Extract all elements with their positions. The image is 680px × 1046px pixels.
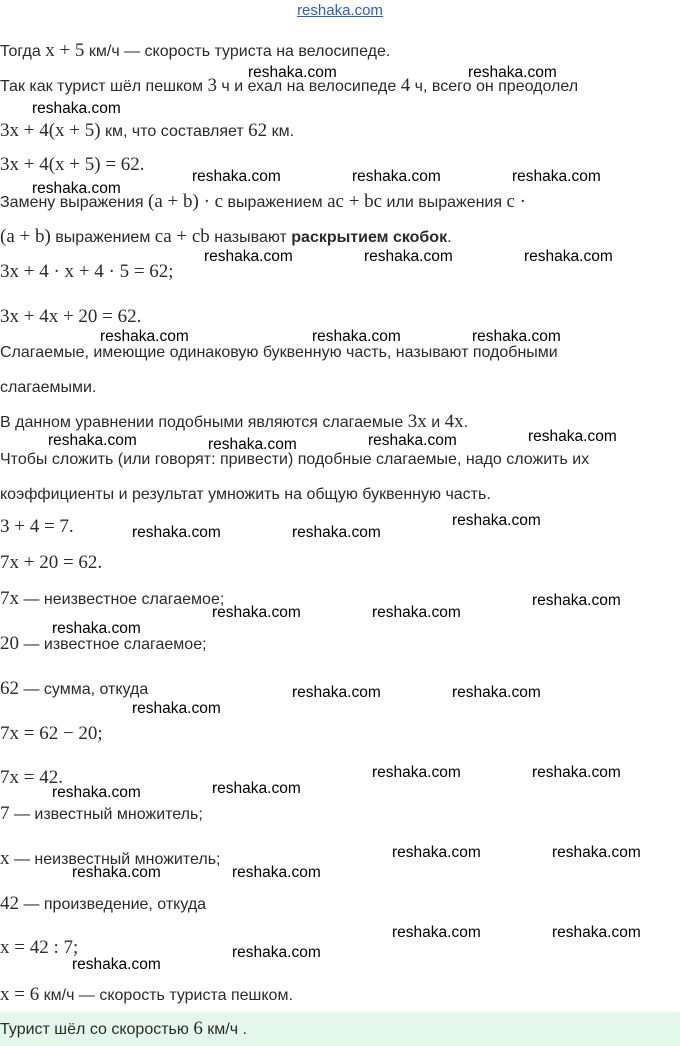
text-span: Слагаемые, имеющие одинаковую буквенную часть, называют подобными bbox=[0, 344, 558, 361]
bold-term: раскрытием скобок bbox=[291, 229, 448, 246]
text-span: км. bbox=[267, 123, 295, 140]
watermark-text: reshaka.com bbox=[248, 64, 337, 81]
site-header-link[interactable]: reshaka.com bbox=[297, 2, 383, 19]
text-span: Так как турист шёл пешком bbox=[0, 78, 208, 95]
text-span: км/ч . bbox=[202, 1021, 247, 1038]
solution-line bbox=[0, 553, 102, 574]
watermark-text: reshaka.com bbox=[72, 864, 161, 881]
watermark-text: reshaka.com bbox=[32, 100, 121, 117]
watermark-text: reshaka.com bbox=[472, 328, 561, 345]
text-span: коэффициенты и результат умножить на общую буквенную часть. bbox=[0, 486, 491, 503]
text-span: км/ч — скорость туриста на велосипеде. bbox=[84, 43, 391, 60]
watermark-text: reshaka.com bbox=[232, 944, 321, 961]
math-expression: c · bbox=[506, 191, 526, 212]
solution-line bbox=[0, 724, 103, 745]
watermark-text: reshaka.com bbox=[452, 684, 541, 701]
solution-line bbox=[0, 227, 452, 248]
watermark-text: reshaka.com bbox=[52, 784, 141, 801]
watermark-text: reshaka.com bbox=[72, 956, 161, 973]
watermark-text: reshaka.com bbox=[372, 764, 461, 781]
text-span: — известный множитель; bbox=[9, 806, 203, 823]
watermark-text: reshaka.com bbox=[524, 248, 613, 265]
text-span: . bbox=[447, 229, 452, 246]
math-expression: 4 bbox=[400, 75, 411, 96]
solution-line bbox=[0, 589, 224, 610]
watermark-text: reshaka.com bbox=[528, 428, 617, 445]
text-span: выражением bbox=[223, 194, 328, 211]
text-span: выражением bbox=[50, 229, 155, 246]
watermark-text: reshaka.com bbox=[292, 524, 381, 541]
answer-line bbox=[0, 1019, 247, 1040]
text-span: . bbox=[463, 414, 469, 431]
solution-line bbox=[0, 894, 206, 915]
math-expression: x = 42 : 7; bbox=[0, 937, 79, 958]
text-span: — неизвестный множитель; bbox=[9, 851, 221, 868]
watermark-text: reshaka.com bbox=[48, 432, 137, 449]
math-expression: 7x bbox=[0, 588, 19, 609]
watermark-text: reshaka.com bbox=[372, 604, 461, 621]
solution-line bbox=[0, 938, 78, 959]
math-expression: 6 bbox=[193, 1018, 203, 1039]
watermark-text: reshaka.com bbox=[292, 684, 381, 701]
text-span: или выражения bbox=[382, 194, 507, 211]
math-expression: 7x = 62 − 20; bbox=[0, 723, 103, 744]
watermark-text: reshaka.com bbox=[52, 620, 141, 637]
text-span: ч и ехал на велосипеде bbox=[216, 78, 401, 95]
math-expression: 3x + 4(x + 5) bbox=[0, 120, 101, 141]
solution-line bbox=[0, 679, 148, 700]
answer-box bbox=[0, 1012, 680, 1046]
solution-line bbox=[0, 307, 141, 328]
math-expression: (a + b) · c bbox=[148, 191, 224, 212]
math-expression: 7x + 20 = 62. bbox=[0, 552, 103, 573]
watermark-text: reshaka.com bbox=[392, 844, 481, 861]
math-expression: 3 + 4 = 7. bbox=[0, 516, 74, 537]
math-expression: 3x + 4 · x + 4 · 5 = 62; bbox=[0, 261, 174, 282]
watermark-text: reshaka.com bbox=[32, 180, 121, 197]
text-span: — известное слагаемое; bbox=[19, 636, 207, 653]
math-expression: ac + bc bbox=[327, 191, 383, 212]
math-expression: ca + cb bbox=[154, 226, 210, 247]
text-span: ч, всего он преодолел bbox=[410, 78, 579, 95]
watermark-text: reshaka.com bbox=[352, 168, 441, 185]
text-span: — неизвестное слагаемое; bbox=[19, 591, 225, 608]
math-expression: x bbox=[0, 848, 10, 869]
watermark-text: reshaka.com bbox=[232, 864, 321, 881]
watermark-text: reshaka.com bbox=[132, 700, 221, 717]
text-span: — произведение, откуда bbox=[19, 896, 207, 913]
solution-line bbox=[0, 155, 145, 176]
math-expression: 7x = 42. bbox=[0, 767, 63, 788]
text-span: Турист шёл со скоростью bbox=[0, 1021, 194, 1038]
watermark-text: reshaka.com bbox=[512, 168, 601, 185]
watermark-text: reshaka.com bbox=[192, 168, 281, 185]
text-span: называют bbox=[209, 229, 292, 246]
solution-line bbox=[0, 41, 390, 62]
math-expression: 7 bbox=[0, 803, 10, 824]
watermark-text: reshaka.com bbox=[100, 328, 189, 345]
text-span: Тогда bbox=[0, 43, 46, 60]
watermark-text: reshaka.com bbox=[204, 248, 293, 265]
watermark-text: reshaka.com bbox=[212, 604, 301, 621]
math-expression: 4x bbox=[444, 411, 464, 432]
solution-line bbox=[0, 262, 174, 283]
solution-line bbox=[0, 804, 203, 825]
watermark-text: reshaka.com bbox=[552, 924, 641, 941]
solution-line bbox=[0, 412, 468, 433]
text-span: В данном уравнении подобными являются слагаемые bbox=[0, 414, 408, 431]
watermark-text: reshaka.com bbox=[132, 524, 221, 541]
text-span: км/ч — скорость туриста пешком. bbox=[39, 987, 293, 1004]
math-expression: (a + b) bbox=[0, 226, 51, 247]
text-span: Чтобы сложить (или говорят: привести) подобные слагаемые, надо сложить их bbox=[0, 451, 590, 468]
text-span: слагаемыми. bbox=[0, 379, 97, 396]
watermark-text: reshaka.com bbox=[552, 844, 641, 861]
math-expression: 3 bbox=[207, 75, 217, 96]
math-expression: x = 6 bbox=[0, 984, 40, 1005]
solution-line bbox=[0, 985, 293, 1006]
watermark-text: reshaka.com bbox=[392, 924, 481, 941]
math-expression: 3x + 4(x + 5) = 62. bbox=[0, 154, 145, 175]
watermark-text: reshaka.com bbox=[452, 512, 541, 529]
watermark-text: reshaka.com bbox=[364, 248, 453, 265]
math-expression: 62 bbox=[248, 120, 268, 141]
solution-line bbox=[0, 378, 96, 398]
math-expression: 62 bbox=[0, 678, 19, 699]
solution-line bbox=[0, 343, 558, 363]
text-span: — сумма, откуда bbox=[19, 681, 149, 698]
solution-line bbox=[0, 121, 294, 142]
math-expression: x + 5 bbox=[45, 40, 85, 61]
math-expression: 42 bbox=[0, 893, 19, 914]
watermark-text: reshaka.com bbox=[312, 328, 401, 345]
text-span: км, что составляет bbox=[100, 123, 249, 140]
watermark-text: reshaka.com bbox=[532, 592, 621, 609]
watermark-text: reshaka.com bbox=[532, 764, 621, 781]
watermark-text: reshaka.com bbox=[368, 432, 457, 449]
watermark-text: reshaka.com bbox=[212, 780, 301, 797]
watermark-text: reshaka.com bbox=[208, 436, 297, 453]
math-expression: 20 bbox=[0, 633, 19, 654]
text-span: Замену выражения bbox=[0, 194, 149, 211]
math-expression: 3x bbox=[407, 411, 427, 432]
math-expression: 3x + 4x + 20 = 62. bbox=[0, 306, 142, 327]
solution-line bbox=[0, 517, 74, 538]
solution-line bbox=[0, 485, 491, 505]
watermark-text: reshaka.com bbox=[468, 64, 557, 81]
text-span: и bbox=[426, 414, 445, 431]
